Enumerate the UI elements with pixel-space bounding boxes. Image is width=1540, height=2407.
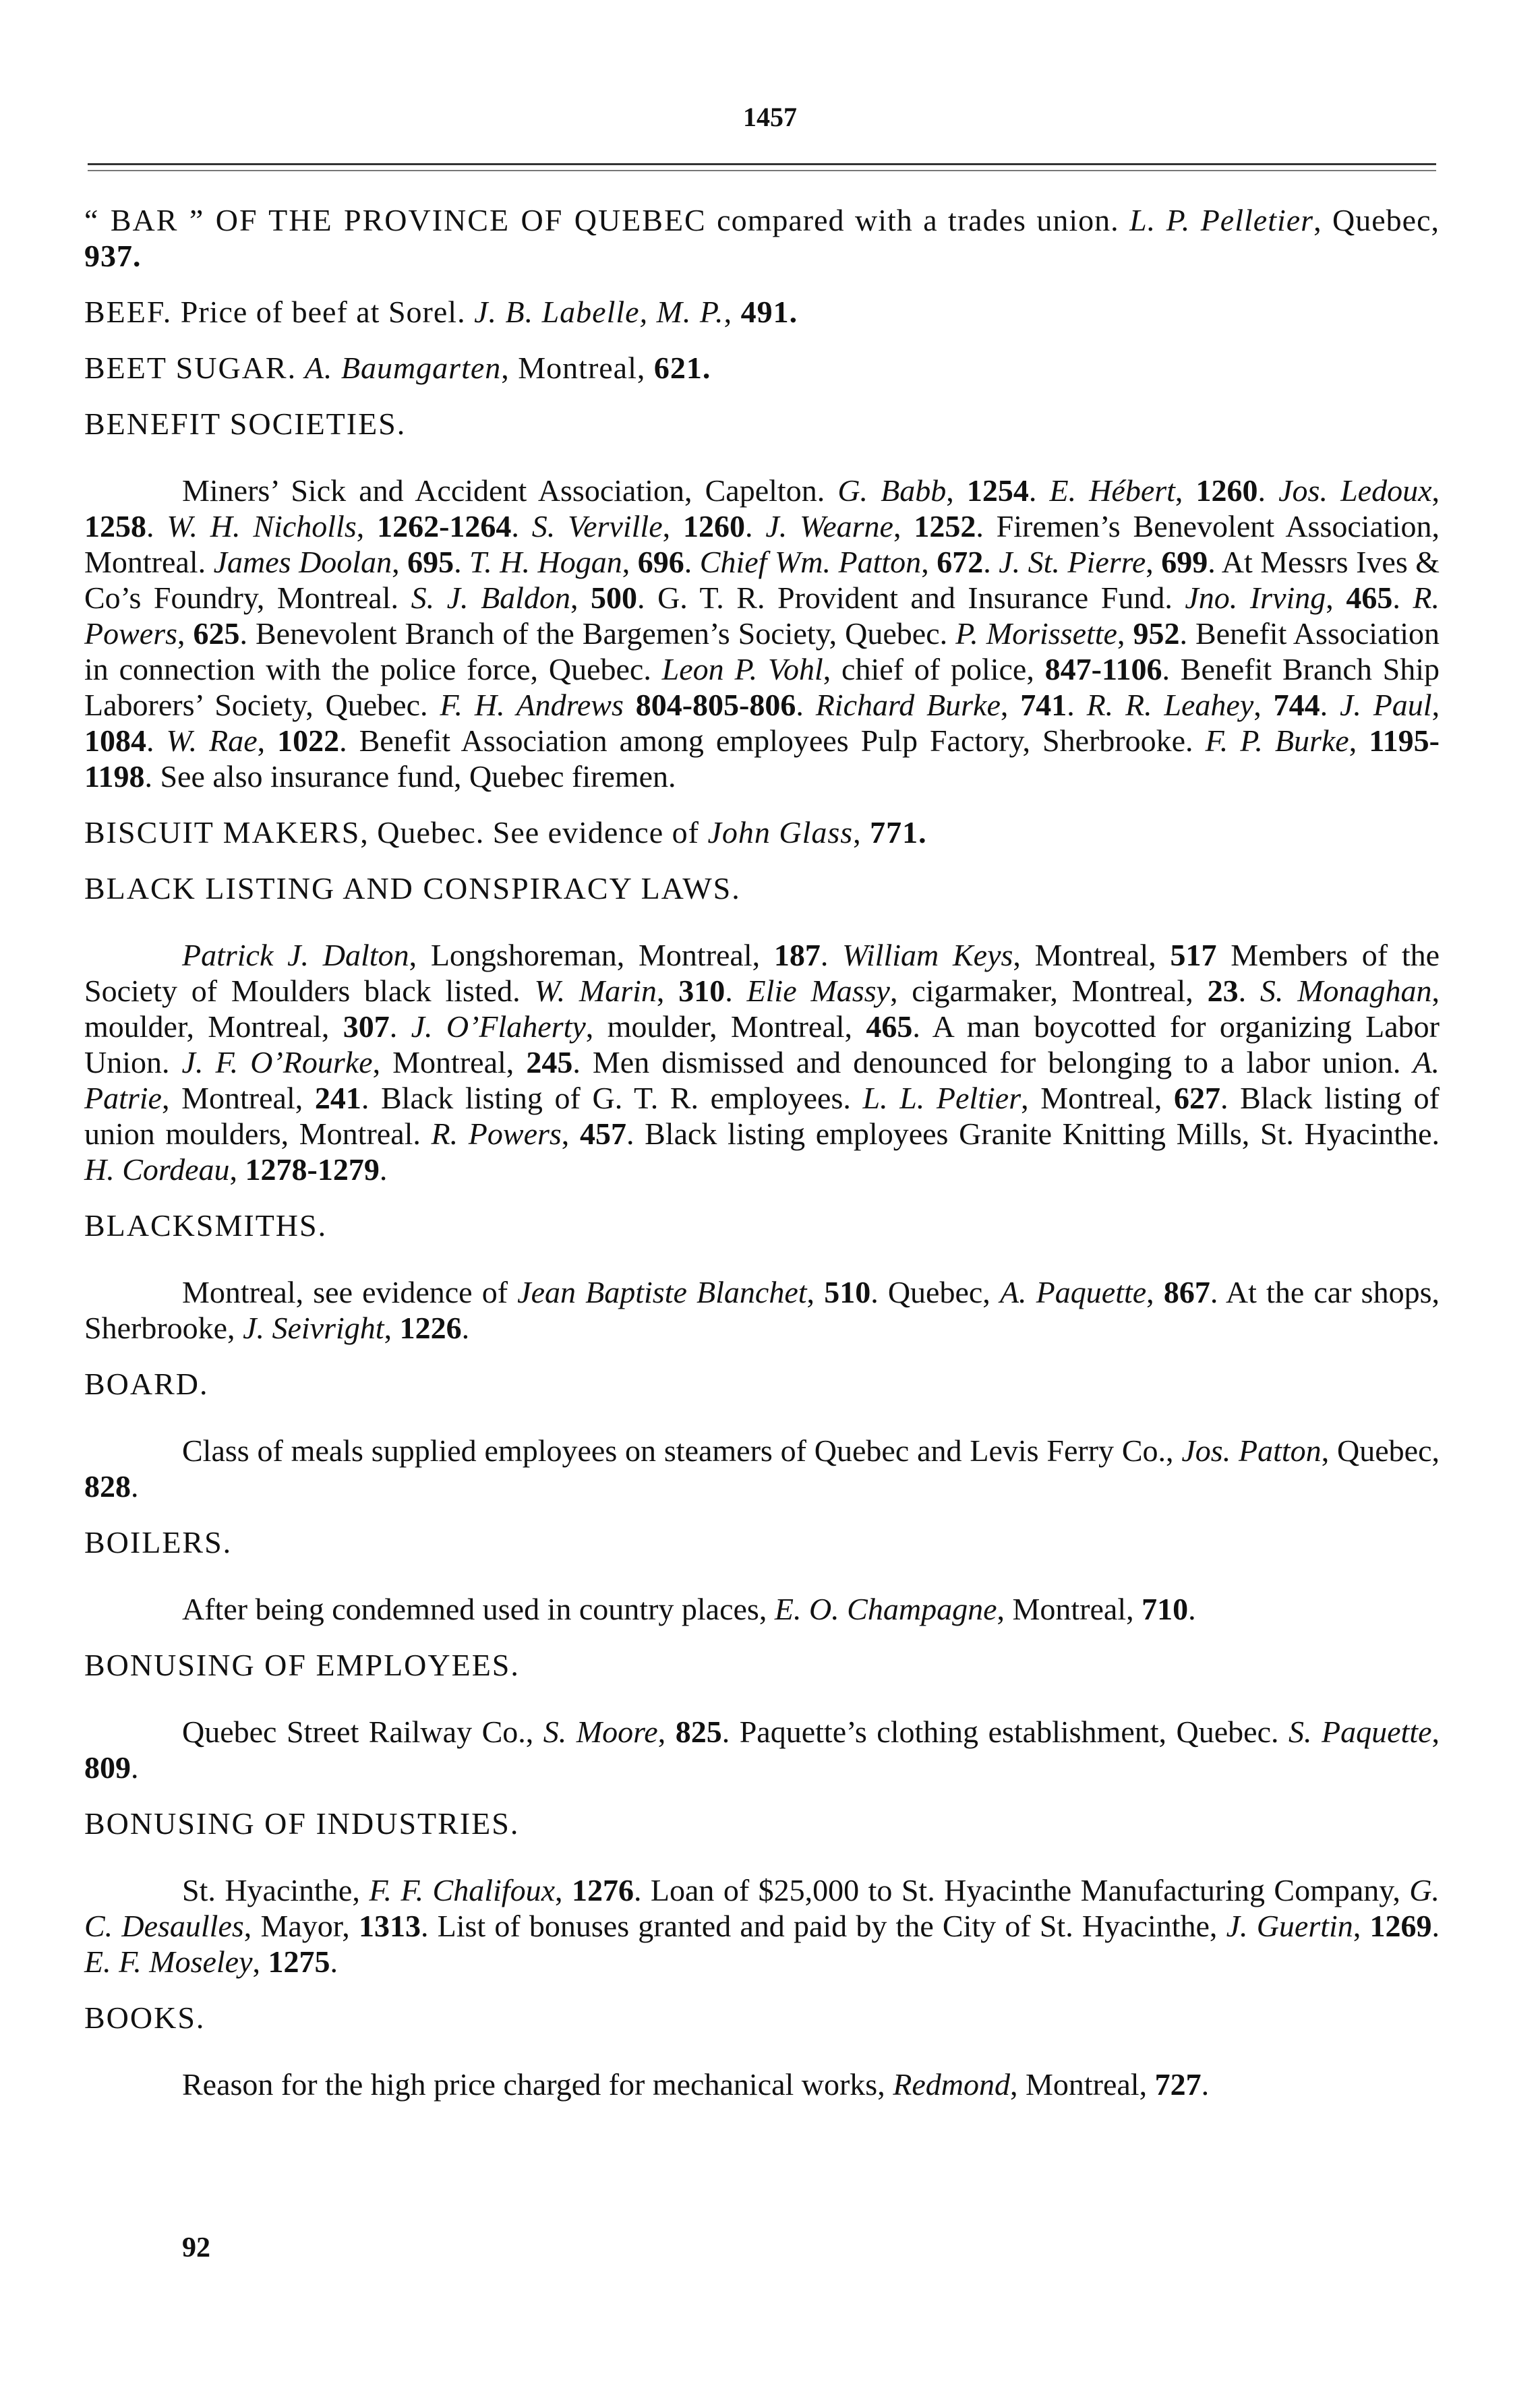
entry-text: . Benefit Association among employees Pulp Factory, Sherbrooke. [339,723,1206,758]
entry-text: . At Messrs Ives & Co’s Foundry, Montreal. [84,545,1440,615]
entry-text: . [461,1311,470,1345]
entry-text: . [796,688,816,722]
page-reference: 517 [1170,938,1217,972]
entry-text: . [1257,473,1279,508]
entry-bar [84,202,1440,274]
entry-text: , Montreal, [1009,2067,1155,2102]
witness-name: S. J. Baldon [411,581,570,615]
entry-text: , moulder, Montreal, [585,1009,866,1044]
entry-text: . [725,974,747,1008]
page-reference: 187 [773,938,821,972]
entry-text: , [1146,545,1162,579]
entry-text: , [806,1275,825,1309]
index-entries [84,202,1440,2102]
page-reference: 699 [1161,545,1208,579]
entry-text: Montreal, see evidence of [182,1275,518,1309]
entry-text: . Quebec, [870,1275,1000,1309]
witness-name: J. St. Pierre [999,545,1146,579]
entry-place: , Quebec, [1313,203,1440,237]
witness-name: H. Cordeau [84,1152,230,1187]
page-reference: 1226 [399,1311,462,1345]
witness-name: John Glass [707,815,854,850]
page-reference: 1260 [683,509,745,543]
page-reference: 1260 [1195,473,1258,508]
entry-text: , Longshoreman, Montreal, [409,938,774,972]
entry-text: Reason for the high price charged for mechanical works, [182,2067,893,2102]
page-reference: 804-805-806 [635,688,796,722]
entry-text: Miners’ Sick and Accident Association, Capelton. [182,473,838,508]
page-reference: 1262-1264 [377,509,512,543]
entry-boilers [84,1524,1440,1627]
entry-text: , [384,1311,400,1345]
entry-text: , Quebec. See evidence of [360,815,708,850]
page-reference: 465 [866,1009,913,1044]
page-reference: 621. [653,351,711,385]
entry-body [84,2067,1440,2102]
entry-text: , [1349,723,1369,758]
entry-heading: BOOKS. [84,2000,206,2035]
page-reference: 491. [740,295,798,329]
entry-text: . [511,509,532,543]
entry-text: . [1201,2067,1210,2102]
entry-text: . Benevolent Branch of the Bargemen’s Society, Quebec. [239,616,956,651]
entry-text: , [1431,1715,1440,1749]
page-reference: 1252 [914,509,976,543]
witness-name: E. F. Moseley [84,1944,253,1979]
entry-text: . [1431,1909,1440,1943]
page-reference: 627 [1173,1081,1220,1115]
page-reference: 625 [193,616,240,651]
entry-text: . [146,509,167,543]
page-reference: 1258 [84,509,146,543]
entry-text: . [330,1944,338,1979]
entry-text: , [893,509,914,543]
witness-name: E. O. Champagne [774,1592,997,1626]
page-reference: 847-1106 [1044,652,1162,686]
page-reference: 1084 [84,723,146,758]
entry-text: , [1353,1909,1370,1943]
witness-name: Jos. Ledoux [1278,473,1432,508]
page-reference: 937. [84,239,142,273]
header-rule [88,163,1436,165]
page-reference: 1278-1279 [245,1152,380,1187]
entry-text: . Loan of $25,000 to St. Hyacinthe Manufacturing Company, [633,1873,1410,1907]
entry-benefit-societies [84,406,1440,794]
entry-text: . [983,545,999,579]
entry-text: . [454,545,470,579]
entry-heading: BEET SUGAR. [84,351,297,385]
witness-name: A. Patrie [84,1045,1440,1115]
page-reference: 245 [526,1045,573,1079]
witness-name: Richard Burke [815,688,1001,722]
page-number: 1457 [743,102,797,132]
entry-heading: BLACKSMITHS. [84,1208,328,1243]
entry-text: . [379,1152,388,1187]
entry-blacksmiths [84,1208,1440,1346]
page-reference: 809 [84,1750,131,1785]
entry-bonusing-employees [84,1647,1440,1785]
entry-text: . A man boycotted for organizing Labor Union. [84,1009,1440,1079]
entry-heading: BONUSING OF EMPLOYEES. [84,1648,520,1682]
entry-text: . [1320,688,1340,722]
witness-name: J. O’Flaherty [411,1009,586,1044]
witness-name: R. R. Leahey [1086,688,1254,722]
entry-text: , Montreal, [1021,1081,1174,1115]
entry-text: , [946,473,967,508]
page-reference: 727 [1154,2067,1202,2102]
witness-name: Jno. Irving [1185,581,1326,615]
entry-text: , [656,974,679,1008]
witness-name: Redmond [893,2067,1010,2102]
witness-name: S. Monaghan [1260,974,1432,1008]
entry-text: . List of bonuses granted and paid by the City of St. Hyacinthe, [420,1909,1226,1943]
entry-text: , [177,616,194,651]
entry-place: , [853,815,870,850]
page-reference: 1254 [966,473,1029,508]
entry-text: . Paquette’s clothing establishment, Quebec. [721,1715,1289,1749]
entry-text: . [146,723,167,758]
entry-black-listing [84,870,1440,1187]
entry-text: . Black listing employees Granite Knitting Mills, St. Hyacinthe. [626,1117,1440,1151]
witness-name: Elie Massy [746,974,890,1008]
witness-name: J. Paul [1339,688,1432,722]
witness-name: F. F. Chalifoux [369,1873,555,1907]
entry-text: . [1067,688,1087,722]
entry-biscuit-makers [84,814,1440,850]
entry-text: . Men dismissed and denounced for belonging to a labor union. [572,1045,1413,1079]
entry-text: , [1000,688,1021,722]
entry-body [84,1714,1440,1785]
entry-text: . Firemen’s Benevolent Association, Montreal. [84,509,1440,579]
entry-text: , [252,1944,268,1979]
entry-board [84,1366,1440,1504]
witness-name: W. H. Nicholls [167,509,357,543]
entry-text: , [657,1715,676,1749]
entry-text: , Montreal, [161,1081,315,1115]
witness-name: T. H. Hogan [469,545,622,579]
entry-bonusing-industries [84,1806,1440,1980]
entry-books [84,2000,1440,2102]
entry-text: , Montreal, [1013,938,1171,972]
entry-text: Class of meals supplied employees on steamers of Quebec and Levis Ferry Co., [182,1433,1182,1468]
entry-heading: BENEFIT SOCIETIES. [84,407,407,441]
entry-text: , [1431,688,1440,722]
witness-name: F. P. Burke [1205,723,1349,758]
entry-place: , Montreal, [501,351,654,385]
entry-body [84,1433,1440,1504]
entry-text: , chief of police, [823,652,1045,686]
page-reference: 1275 [268,1944,330,1979]
witness-name: J. Seivright [243,1311,384,1345]
entry-heading: BEEF. [84,295,173,329]
witness-name: James Doolan [213,545,392,579]
page-reference: 307 [343,1009,390,1044]
entry-text: , Montreal, [372,1045,527,1079]
entry-text: . [745,509,766,543]
witness-name: J. F. O’Rourke [181,1045,373,1079]
entry-heading: BISCUIT MAKERS [84,815,361,850]
page-reference: 1195-1198 [84,723,1440,794]
entry-text: , [1431,473,1440,508]
entry-text: After being condemned used in country places, [182,1592,775,1626]
entry-text: compared with a trades union. [706,203,1130,237]
entry-text: . [131,1750,139,1785]
page-reference: 1276 [571,1873,634,1907]
witness-name: J. B. Labelle, M. P. [474,295,724,329]
witness-name: G. C. Desaulles [84,1873,1440,1943]
page-reference: 710 [1142,1592,1189,1626]
page-reference: 828 [84,1469,131,1504]
entry-heading: “ BAR ” OF THE PROVINCE OF QUEBEC [84,203,707,237]
entry-text: , Montreal, [997,1592,1142,1626]
entry-text: , moulder, Montreal, [84,974,1440,1044]
witness-name: Patrick J. Dalton [182,938,409,972]
page-reference: 1022 [277,723,340,758]
entry-body [84,1591,1440,1627]
entry-body [84,473,1440,794]
entry-text: , Quebec, [1321,1433,1440,1468]
entry-text: . [389,1009,411,1044]
witness-name: William Keys [842,938,1013,972]
entry-heading: BLACK LISTING AND CONSPIRACY LAWS. [84,871,741,905]
entry-text [624,688,636,722]
entry-text: , [561,1117,580,1151]
entry-text: . [1392,581,1413,615]
witness-name: P. Morissette [955,616,1117,651]
entry-body [84,937,1440,1187]
witness-name: A. Paquette [999,1275,1147,1309]
entry-heading: BOARD. [84,1367,209,1401]
page-reference: 696 [637,545,684,579]
page-reference: 500 [591,581,638,615]
entry-text: , [1117,616,1133,651]
page-reference: 695 [407,545,454,579]
entry-text: , cigarmaker, Montreal, [889,974,1208,1008]
witness-name: R. Powers [431,1117,562,1151]
page-reference: 672 [937,545,984,579]
entry-text: , [622,545,638,579]
entry-heading: BOILERS. [84,1525,233,1559]
witness-name: J. Guertin [1226,1909,1353,1943]
entry-body [84,1274,1440,1346]
witness-name: Jean Baptiste Blanchet [517,1275,807,1309]
page-reference: 510 [824,1275,871,1309]
entry-beet-sugar [84,350,1440,386]
entry-text: , [1146,1275,1164,1309]
entry-text: , [1253,688,1274,722]
witness-name: S. Verville [531,509,663,543]
page-reference: 867 [1163,1275,1210,1309]
entry-place: , [723,295,741,329]
witness-name: J. Wearne [765,509,893,543]
page-reference: 1313 [358,1909,421,1943]
witness-name: L. P. Pelletier [1129,203,1314,237]
entry-text: . G. T. R. Provident and Insurance Fund. [637,581,1185,615]
entry-text: . At the car shops, Sherbrooke, [84,1275,1440,1345]
witness-name: Jos. Patton [1181,1433,1322,1468]
entry-text: , [356,509,378,543]
entry-text: , [570,581,591,615]
page-reference: 310 [678,974,725,1008]
page-reference: 825 [675,1715,722,1749]
entry-beef [84,294,1440,330]
entry-text: . Benefit Association in connection with the police force, Quebec. [84,616,1440,686]
witness-name: E. Hébert [1049,473,1175,508]
entry-text: , [229,1152,245,1187]
witness-name: R. Powers [84,581,1440,651]
entry-text: . Benefit Branch Ship Laborers’ Society, Quebec. [84,652,1440,722]
entry-text: , [555,1873,572,1907]
entry-text: Quebec Street Railway Co., [182,1715,543,1749]
entry-text: , [257,723,278,758]
witness-name: W. Rae [166,723,258,758]
entry-body [84,1872,1440,1980]
entry-text: . Black listing of G. T. R. employees. [361,1081,863,1115]
entry-text: , [662,509,683,543]
entry-text: , Mayor, [243,1909,359,1943]
entry-text: St. Hyacinthe, [182,1873,369,1907]
page-reference: 241 [314,1081,361,1115]
witness-name: Chief Wm. Patton [699,545,922,579]
entry-text: . [131,1469,139,1504]
page-reference: 1269 [1369,1909,1432,1943]
page-reference: 952 [1133,616,1180,651]
witness-name: A. Baumgarten [297,351,502,385]
witness-name: S. Moore [543,1715,658,1749]
entry-text: Price of beef at Sorel. [172,295,475,329]
entry-text: . [684,545,700,579]
entry-text: . [1238,974,1260,1008]
page-reference: 744 [1273,688,1320,722]
entry-text: . [820,938,843,972]
entry-text: . Black listing of union moulders, Montreal. [84,1081,1440,1151]
witness-name: W. Marin [534,974,657,1008]
witness-name: G. Babb [837,473,947,508]
witness-name: L. L. Peltier [862,1081,1021,1115]
witness-name: S. Paquette [1289,1715,1432,1749]
page-reference: 465 [1346,581,1393,615]
header-rule-secondary [88,170,1436,171]
entry-text: . See also insurance fund, Quebec firemen. [144,759,676,794]
page-reference: 771. [870,815,927,850]
entry-text: , [921,545,937,579]
entry-text: , [1326,581,1346,615]
entry-text: . [1188,1592,1196,1626]
witness-name: Leon P. Vohl [661,652,823,686]
witness-name: F. H. Andrews [440,688,624,722]
entry-heading: BONUSING OF INDUSTRIES. [84,1806,520,1841]
signature-number: 92 [182,2232,210,2263]
entry-text: , [1175,473,1196,508]
page-reference: 23 [1207,974,1239,1008]
entry-text: Members of the Society of Moulders black listed. [84,938,1440,1008]
entry-text: . [1028,473,1050,508]
page-reference: 457 [579,1117,626,1151]
page-reference: 741 [1020,688,1067,722]
entry-text: , [392,545,408,579]
